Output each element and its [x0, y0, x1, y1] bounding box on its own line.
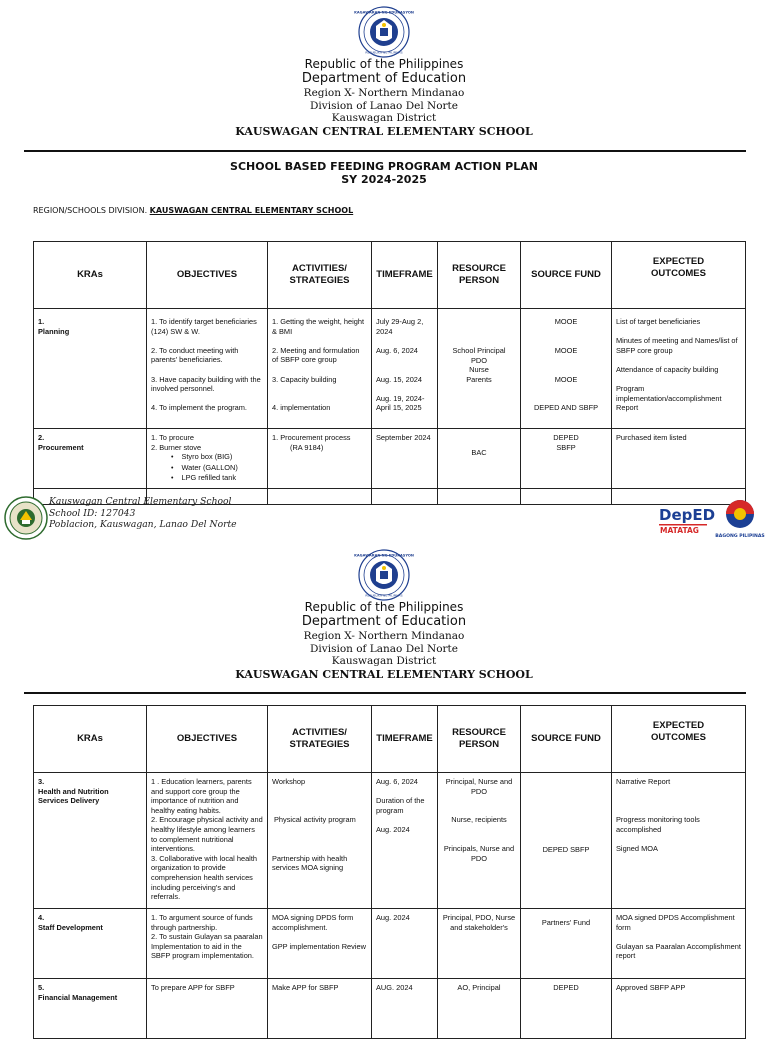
activities-procurement: 1. Procurement process (RA 9184)	[268, 429, 372, 489]
letterhead	[0, 57, 768, 139]
division-line: Division of Lanao Del Norte	[310, 99, 458, 112]
department-line: Department of Education	[301, 614, 467, 629]
svg-text:KAGAWARAN NG EDUKASYON: KAGAWARAN NG EDUKASYON	[354, 553, 414, 558]
source-procurement: DEPED SBFP	[521, 429, 612, 489]
kra-health: 3.Health and Nutrition Services Delivery	[34, 773, 147, 909]
region-line: Region X- Northern Mindanao	[303, 87, 465, 99]
school-logo-icon	[4, 496, 48, 540]
kra-staff: 4.Staff Development	[34, 909, 147, 979]
outcomes-staff: MOA signed DPDS Accomplishment form Gulayan sa Paaralan Accomplishment report	[612, 909, 746, 979]
outcomes-planning: List of target beneficiaries Minutes of meeting and Names/list of SBFP core group Attendance of capacity building Program implementation/accomplishment Report	[612, 309, 746, 429]
svg-text:REPUBLIKA NG PILIPINAS: REPUBLIKA NG PILIPINAS	[365, 593, 403, 598]
svg-text:REPUBLIKA NG PILIPINAS: REPUBLIKA NG PILIPINAS	[365, 50, 403, 55]
table-header-row	[34, 706, 746, 773]
deped-seal-icon	[354, 549, 414, 601]
outcomes-financial: Approved SBFP APP	[612, 979, 746, 1039]
letterhead	[0, 600, 768, 682]
objectives-procurement: 1. To procure 2. Burner stove • Styro box (BIG) • Water (GALLON) • LPG refilled tank	[147, 429, 268, 489]
svg-text:KAGAWARAN NG EDUKASYON: KAGAWARAN NG EDUKASYON	[354, 10, 414, 15]
kra-financial: 5.Financial Management	[34, 979, 147, 1039]
school-name: KAUSWAGAN CENTRAL ELEMENTARY SCHOOL	[235, 667, 533, 681]
col-kras: KRAs	[34, 706, 147, 773]
col-source: SOURCE FUND	[521, 706, 612, 773]
outcomes-health: Narrative Report Progress monitoring tools accomplished Signed MOA	[612, 773, 746, 909]
resource-financial: AO, Principal	[438, 979, 521, 1039]
bagong-pilipinas-logo-icon	[716, 498, 764, 540]
col-resource: RESOURCE PERSON	[438, 242, 521, 309]
table-row	[34, 979, 746, 1039]
division-line: Division of Lanao Del Norte	[310, 642, 458, 655]
timeframe-financial: AUG. 2024	[372, 979, 438, 1039]
resource-health: Principal, Nurse and PDO Nurse, recipients Principals, Nurse and PDO	[438, 773, 521, 909]
source-staff: Partners' Fund	[521, 909, 612, 979]
timeframe-staff: Aug. 2024	[372, 909, 438, 979]
activities-health: Workshop Physical activity program Partnership with health services MOA signing	[268, 773, 372, 909]
kra-procurement: 2.Procurement	[34, 429, 147, 489]
header-rule	[24, 692, 746, 694]
table-row	[34, 309, 746, 429]
school-name: KAUSWAGAN CENTRAL ELEMENTARY SCHOOL	[235, 124, 533, 138]
district-line: Kauswagan District	[331, 112, 437, 124]
timeframe-procurement: September 2024	[372, 429, 438, 489]
region-line: Region X- Northern Mindanao	[303, 630, 465, 642]
department-line: Department of Education	[301, 71, 467, 86]
footer-school-info: Kauswagan Central Elementary School School ID: 127043 Poblacion, Kauswagan, Lanao Del Norte	[49, 496, 237, 530]
table-header-row	[34, 242, 746, 309]
action-plan-table	[33, 241, 746, 505]
col-resource: RESOURCE PERSON	[438, 706, 521, 773]
district-line: Kauswagan District	[331, 655, 437, 667]
col-activities: ACTIVITIES/ STRATEGIES	[268, 706, 372, 773]
svg-text:DepED: DepED	[659, 506, 716, 524]
region-division-line: REGION/SCHOOLS DIVISION. KAUSWAGAN CENTRAL ELEMENTARY SCHOOL	[33, 206, 354, 215]
svg-text:MATATAG: MATATAG	[660, 526, 699, 535]
timeframe-health: Aug. 6, 2024 Duration of the program Aug. 2024	[372, 773, 438, 909]
activities-financial: Make APP for SBFP	[268, 979, 372, 1039]
col-expected: EXPECTED OUTCOMES	[612, 242, 746, 309]
deped-matatag-logo-icon	[657, 502, 716, 538]
source-health: DEPED SBFP	[521, 773, 612, 909]
page-2	[0, 543, 768, 1024]
resource-staff: Principal, PDO, Nurse and stakeholder's	[438, 909, 521, 979]
activities-planning: 1. Getting the weight, height & BMI 2. Meeting and formulation of SBFP core group 3. Capacity building 4. implementation	[268, 309, 372, 429]
page-footer	[0, 494, 768, 542]
activities-staff: MOA signing DPDS form accomplishment. GPP implementation Review	[268, 909, 372, 979]
col-activities: ACTIVITIES/ STRATEGIES	[268, 242, 372, 309]
col-objectives: OBJECTIVES	[147, 242, 268, 309]
objectives-health: 1 . Education learners, parents and support core group the importance of nutrition and healthy eating habits. 2. Encourage physical activity and healthy lifestyle among learners to complement nutritional interventions. 3. Collaborative with local health organization to provide comprehension health services including perceiving's and referrals.	[147, 773, 268, 909]
action-plan-table	[33, 705, 746, 1039]
col-source: SOURCE FUND	[521, 242, 612, 309]
table-row	[34, 909, 746, 979]
timeframe-planning: July 29-Aug 2, 2024 Aug. 6, 2024 Aug. 15, 2024 Aug. 19, 2024- April 15, 2025	[372, 309, 438, 429]
resource-procurement: BAC	[438, 429, 521, 489]
document-title: SCHOOL BASED FEEDING PROGRAM ACTION PLAN SY 2024-2025	[230, 160, 538, 186]
table-row	[34, 773, 746, 909]
source-financial: DEPED	[521, 979, 612, 1039]
col-kras: KRAs	[34, 242, 147, 309]
col-expected: EXPECTED OUTCOMES	[612, 706, 746, 773]
source-planning: MOOE MOOE MOOE DEPED AND SBFP	[521, 309, 612, 429]
header-rule	[24, 150, 746, 152]
col-timeframe: TIMEFRAME	[372, 706, 438, 773]
objectives-financial: To prepare APP for SBFP	[147, 979, 268, 1039]
kra-planning: 1.Planning	[34, 309, 147, 429]
col-timeframe: TIMEFRAME	[372, 242, 438, 309]
col-objectives: OBJECTIVES	[147, 706, 268, 773]
svg-text:BAGONG PILIPINAS: BAGONG PILIPINAS	[715, 534, 765, 539]
republic-line: Republic of the Philippines	[304, 600, 464, 614]
objectives-staff: 1. To argument source of funds through partnership. 2. To sustain Gulayan sa paaralan Implementation to aid in the SBFP program implementation.	[147, 909, 268, 979]
objectives-planning: 1. To identify target beneficiaries (124) SW & W. 2. To conduct meeting with parents' beneficiaries. 3. Have capacity building with the involved personnel. 4. To implement the program.	[147, 309, 268, 429]
table-row	[34, 429, 746, 489]
resource-planning: School Principal PDO Nurse Parents	[438, 309, 521, 429]
deped-seal-icon	[354, 6, 414, 58]
outcomes-procurement: Purchased item listed	[612, 429, 746, 489]
republic-line: Republic of the Philippines	[304, 57, 464, 71]
